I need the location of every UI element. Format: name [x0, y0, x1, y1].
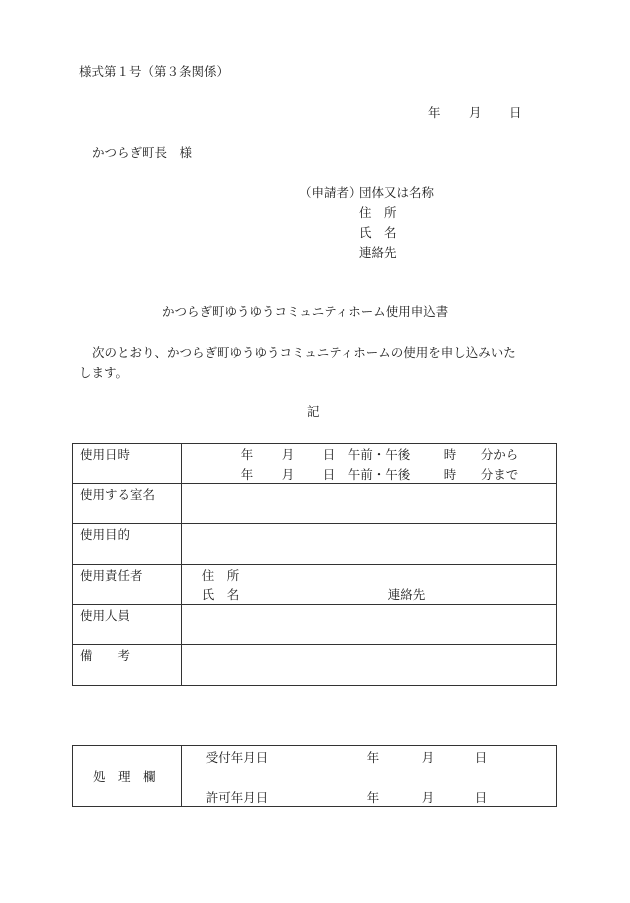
- datetime-label-cell: [73, 444, 182, 484]
- room-value-cell[interactable]: [181, 484, 556, 524]
- room-label: 使用する室名: [80, 487, 156, 502]
- document-title: かつらぎ町ゆうゆうコミュニティホーム使用申込書: [162, 304, 449, 319]
- applicant-name-label: 氏 名: [359, 225, 397, 240]
- form-number: 様式第１号（第３条関係）: [79, 64, 230, 79]
- purpose-value-cell[interactable]: [181, 524, 556, 565]
- row-processing: [73, 746, 557, 807]
- date-day-label: 日: [509, 105, 522, 120]
- row-remarks: [73, 645, 557, 686]
- processing-value-cell: [181, 746, 556, 807]
- received-day-label: 日: [474, 750, 488, 765]
- remarks-value-cell[interactable]: [181, 645, 556, 686]
- manager-label-cell: [73, 565, 182, 605]
- start-ampm-label: 午前・午後: [347, 447, 411, 462]
- people-label: 使用人員: [80, 608, 131, 623]
- end-month-label: 月: [281, 467, 295, 482]
- datetime-label: 使用日時: [80, 447, 131, 462]
- row-purpose: [73, 524, 557, 565]
- start-hour-label: 時: [443, 447, 457, 462]
- received-month-label: 月: [421, 750, 435, 765]
- body-line-1: 次のとおり、かつらぎ町ゆうゆうコミュニティホームの使用を申し込みいた: [92, 345, 516, 360]
- start-minute-label: 分から: [480, 447, 519, 462]
- permitted-date-label: 許可年月日: [205, 790, 269, 805]
- people-label-cell: [73, 605, 182, 645]
- row-manager: [73, 565, 557, 605]
- processing-label: 処 理 欄: [93, 769, 156, 784]
- permitted-month-label: 月: [421, 790, 435, 805]
- people-value-cell[interactable]: [181, 605, 556, 645]
- row-people: [73, 605, 557, 645]
- end-minute-label: 分まで: [480, 467, 519, 482]
- permitted-year-label: 年: [366, 790, 380, 805]
- applicant-contact-label: 連絡先: [359, 245, 397, 260]
- datetime-value-cell[interactable]: [181, 444, 556, 484]
- end-hour-label: 時: [443, 467, 457, 482]
- purpose-label-cell: [73, 524, 182, 565]
- manager-contact-label: 連絡先: [387, 587, 426, 602]
- received-year-label: 年: [366, 750, 380, 765]
- manager-label: 使用責任者: [80, 568, 143, 583]
- applicant-heading: （申請者）: [299, 185, 362, 200]
- purpose-label: 使用目的: [80, 527, 131, 542]
- start-year-label: 年: [240, 447, 254, 462]
- ki-heading: 記: [307, 404, 320, 419]
- applicant-org-label: 団体又は名称: [359, 185, 435, 200]
- applicant-address-label: 住 所: [359, 205, 397, 220]
- end-year-label: 年: [240, 467, 254, 482]
- manager-value-cell[interactable]: [181, 565, 556, 605]
- date-year-label: 年: [428, 105, 441, 120]
- row-datetime: [73, 444, 557, 484]
- start-month-label: 月: [281, 447, 295, 462]
- usage-table: [72, 443, 557, 686]
- remarks-label-cell: [73, 645, 182, 686]
- row-room: [73, 484, 557, 524]
- manager-name-label: 氏 名: [201, 587, 240, 602]
- processing-label-cell: [73, 746, 182, 807]
- end-day-label: 日: [322, 467, 336, 482]
- permitted-day-label: 日: [474, 790, 488, 805]
- room-label-cell: [73, 484, 182, 524]
- processing-table: [72, 745, 557, 807]
- body-line-2: します。: [79, 365, 129, 380]
- manager-address-label: 住 所: [201, 568, 240, 583]
- remarks-label: 備 考: [80, 648, 131, 663]
- end-ampm-label: 午前・午後: [347, 467, 411, 482]
- start-day-label: 日: [322, 447, 336, 462]
- date-month-label: 月: [469, 105, 482, 120]
- received-date-label: 受付年月日: [205, 750, 269, 765]
- addressee: かつらぎ町長 様: [92, 145, 193, 160]
